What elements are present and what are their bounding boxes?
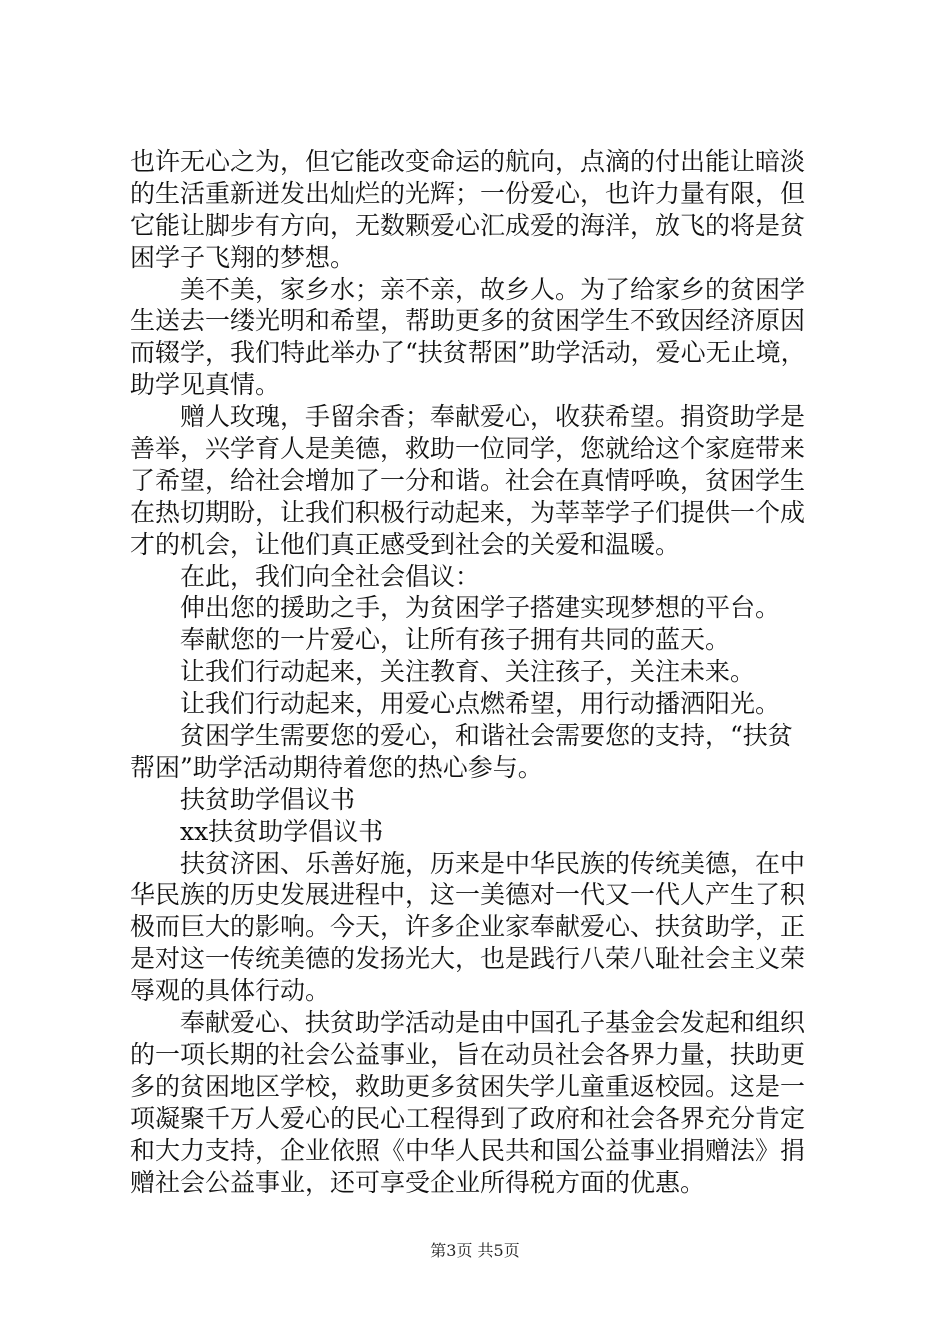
page-number: 第3页 共5页 [430,1241,520,1260]
paragraph-first-line: 贫困学生需要您的爱心，和谐社会需要您的支持，“扶贫 [180,721,793,751]
paragraph-first-line: 让我们行动起来，关注教育、关注孩子，关注未来。 [180,657,756,687]
text-line: 的一项长期的社会公益事业，旨在动员社会各界力量，扶助更 [130,1039,806,1069]
paragraph-first-line: 伸出您的援助之手，为贫困学子搭建实现梦想的平台。 [180,593,781,623]
paragraph-first-line: 在此，我们向全社会倡议： [180,561,481,591]
text-line: 华民族的历史发展进程中，这一美德对一代又一代人产生了积 [130,880,806,910]
text-line: 助学见真情。 [130,370,281,400]
document-body [130,146,830,1198]
text-line: 赠社会公益事业，还可享受企业所得税方面的优惠。 [130,1167,706,1197]
text-line: 它能让脚步有方向，无数颗爱心汇成爱的海洋，放飞的将是贫 [130,210,806,240]
section-heading: xx扶贫助学倡议书 [180,816,384,846]
paragraph-first-line: 奉献爱心、扶贫助学活动是由中国孔子基金会发起和组织 [180,1008,806,1038]
section-heading: 扶贫助学倡议书 [180,784,356,814]
text-line: 辱观的具体行动。 [130,976,331,1006]
text-line: 多的贫困地区学校，救助更多贫困失学儿童重返校园。这是一 [130,1071,806,1101]
text-line: 善举，兴学育人是美德，救助一位同学，您就给这个家庭带来 [130,434,806,464]
text-line: 极而巨大的影响。今天，许多企业家奉献爱心、扶贫助学，正 [130,912,806,942]
paragraph-first-line: 奉献您的一片爱心，让所有孩子拥有共同的蓝天。 [180,625,731,655]
text-line: 才的机会，让他们真正感受到社会的关爱和温暖。 [130,529,681,559]
text-line: 在热切期盼，让我们积极行动起来，为莘莘学子们提供一个成 [130,497,806,527]
text-line: 了希望，给社会增加了一分和谐。社会在真情呼唤，贫困学生 [130,465,806,495]
paragraph-first-line: 美不美，家乡水；亲不亲，故乡人。为了给家乡的贫困学 [180,274,806,304]
text-line: 而辍学，我们特此举办了“扶贫帮困”助学活动，爱心无止境， [130,338,806,368]
text-line: 是对这一传统美德的发扬光大，也是践行八荣八耻社会主义荣 [130,944,806,974]
text-line: 困学子飞翔的梦想。 [130,242,356,272]
paragraph-first-line: 赠人玫瑰，手留余香；奉献爱心，收获希望。捐资助学是 [180,402,806,432]
text-line: 和大力支持，企业依照《中华人民共和国公益事业捐赠法》捐 [130,1135,806,1165]
paragraph-first-line: 扶贫济困、乐善好施，历来是中华民族的传统美德，在中 [180,848,806,878]
text-line: 帮困”助学活动期待着您的热心参与。 [130,752,543,782]
text-line: 生送去一缕光明和希望，帮助更多的贫困学生不致因经济原因 [130,306,806,336]
text-line: 的生活重新迸发出灿烂的光辉；一份爱心，也许力量有限，但 [130,178,806,208]
paragraph-first-line: 让我们行动起来，用爱心点燃希望，用行动播洒阳光。 [180,689,781,719]
text-line: 也许无心之为，但它能改变命运的航向，点滴的付出能让暗淡 [130,147,806,176]
text-line: 项凝聚千万人爱心的民心工程得到了政府和社会各界充分肯定 [130,1103,806,1133]
